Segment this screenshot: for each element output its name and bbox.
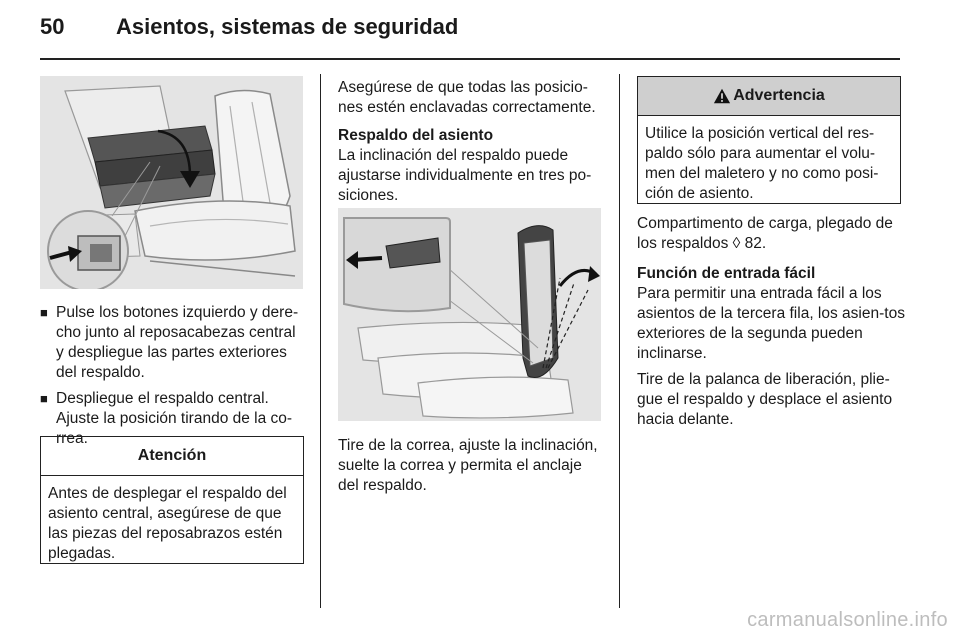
seat-armrest-illustration bbox=[40, 76, 303, 289]
cargo-reference bbox=[637, 214, 905, 254]
list-item: ■ Despliegue el respaldo central. Ajuste la posición tirando de la co-rrea. bbox=[40, 390, 293, 447]
warning-header bbox=[638, 77, 900, 116]
cargo-text: Compartimento de carga, plegado de los respaldos bbox=[637, 215, 893, 252]
easy-entry-paragraph-2: Tire de la palanca de liberación, plie-gue el respaldo y desplace el asiento hacia delante. bbox=[637, 371, 893, 428]
warning-body: Utilice la posición vertical del res-paldo sólo para aumentar el volu-men del maletero y no como posi-ción de asiento. bbox=[645, 125, 879, 202]
easy-entry-paragraph-1: Para permitir una entrada fácil a los asientos de la tercera fila, los asien-tos exteriores de la segunda pueden inclinarse. bbox=[637, 285, 905, 362]
section-title: Respaldo del asiento bbox=[338, 127, 494, 144]
page-title: Asientos, sistemas de seguridad bbox=[116, 14, 459, 39]
warning-triangle-icon bbox=[713, 87, 731, 105]
page-reference-link[interactable]: 82. bbox=[744, 235, 767, 252]
page-reference-icon: ◊ bbox=[732, 235, 741, 252]
page-number: 50 bbox=[40, 14, 65, 39]
header-rule bbox=[40, 58, 900, 60]
caution-body: Antes de desplegar el respaldo del asiento central, asegúrese de que las piezas del reposabrazos estén plegadas. bbox=[48, 485, 287, 562]
instruction-list bbox=[40, 303, 306, 455]
backrest-recline-illustration bbox=[338, 208, 601, 421]
column-separator bbox=[619, 74, 620, 608]
column-separator bbox=[320, 74, 321, 608]
warning-title: Advertencia bbox=[733, 87, 825, 104]
section-body: La inclinación del respaldo puede ajustarse individualmente en tres po-siciones. bbox=[338, 147, 592, 204]
caution-title: Atención bbox=[41, 437, 303, 476]
list-item: ■ Pulse los botones izquierdo y dere-cho junto al reposacabezas central y despliegue las partes exteriores del respaldo. bbox=[40, 304, 299, 381]
watermark: carmanualsonline.info bbox=[747, 609, 948, 631]
warning-box bbox=[637, 76, 901, 204]
intro-text: Asegúrese de que todas las posicio-nes estén enclavadas correctamente. bbox=[338, 79, 596, 116]
caution-box bbox=[40, 436, 304, 564]
figure-caption: Tire de la correa, ajuste la inclinación, suelte la correa y permita el anclaje del respaldo. bbox=[338, 437, 598, 494]
easy-entry-title: Función de entrada fácil bbox=[637, 265, 816, 282]
